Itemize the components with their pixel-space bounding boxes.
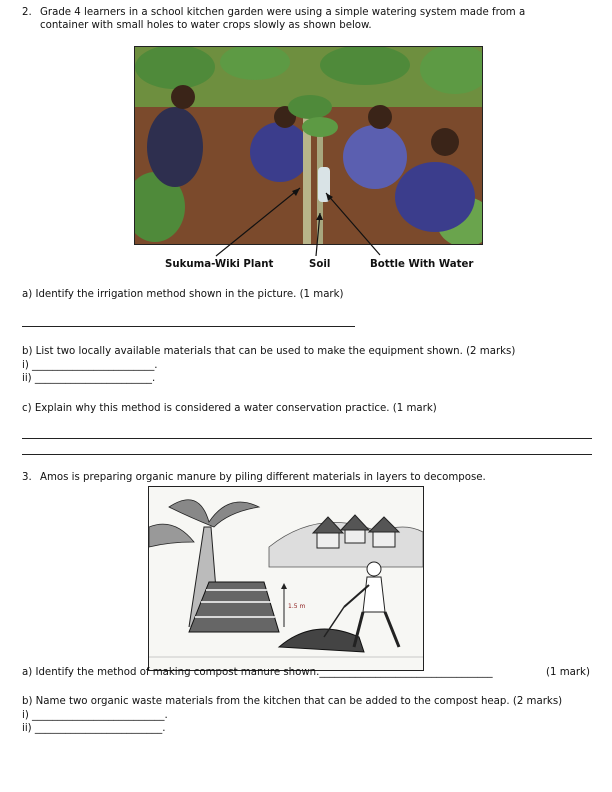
label-arrows bbox=[0, 0, 612, 270]
q2-stem-line2: container with small holes to water crops slowly as shown below. bbox=[40, 20, 372, 31]
compost-illustration bbox=[148, 486, 424, 671]
q2-part-b: b) List two locally available materials that can be used to make the equipment shown. (2 marks) bbox=[22, 346, 516, 357]
q3-part-b-i[interactable]: i) __________________________. bbox=[22, 710, 168, 721]
q2-part-b-ii[interactable]: ii) _______________________. bbox=[22, 373, 156, 384]
height-label: 1.5 m bbox=[288, 603, 306, 610]
compost-sketch bbox=[149, 487, 423, 670]
label-plant: Sukuma-Wiki Plant bbox=[165, 259, 274, 270]
q2-part-a: a) Identify the irrigation method shown in the picture. (1 mark) bbox=[22, 289, 344, 300]
q2-part-c-answer-line-1[interactable] bbox=[22, 438, 592, 439]
q2-stem-line1: Grade 4 learners in a school kitchen garden were using a simple watering system made from a bbox=[40, 7, 526, 18]
q2-part-b-i[interactable]: i) ________________________. bbox=[22, 360, 158, 371]
q2-part-c: c) Explain why this method is considered a water conservation practice. (1 mark) bbox=[22, 403, 437, 414]
label-bottle: Bottle With Water bbox=[370, 259, 474, 270]
label-soil: Soil bbox=[309, 259, 331, 270]
q3-part-b: b) Name two organic waste materials from the kitchen that can be added to the compost heap. (2 marks) bbox=[22, 696, 563, 707]
q3-part-a-marks: (1 mark) bbox=[546, 667, 590, 678]
q3-stem: Amos is preparing organic manure by piling different materials in layers to decompose. bbox=[40, 472, 486, 483]
q2-part-c-answer-line-2[interactable] bbox=[22, 454, 592, 455]
q3-part-b-ii[interactable]: ii) _________________________. bbox=[22, 723, 166, 734]
q3-number: 3. bbox=[22, 472, 32, 483]
q2-number: 2. bbox=[22, 7, 32, 18]
q3-part-a: a) Identify the method of making compost manure shown.__________________________________ bbox=[22, 667, 493, 678]
q2-part-a-answer-line[interactable] bbox=[22, 326, 355, 327]
